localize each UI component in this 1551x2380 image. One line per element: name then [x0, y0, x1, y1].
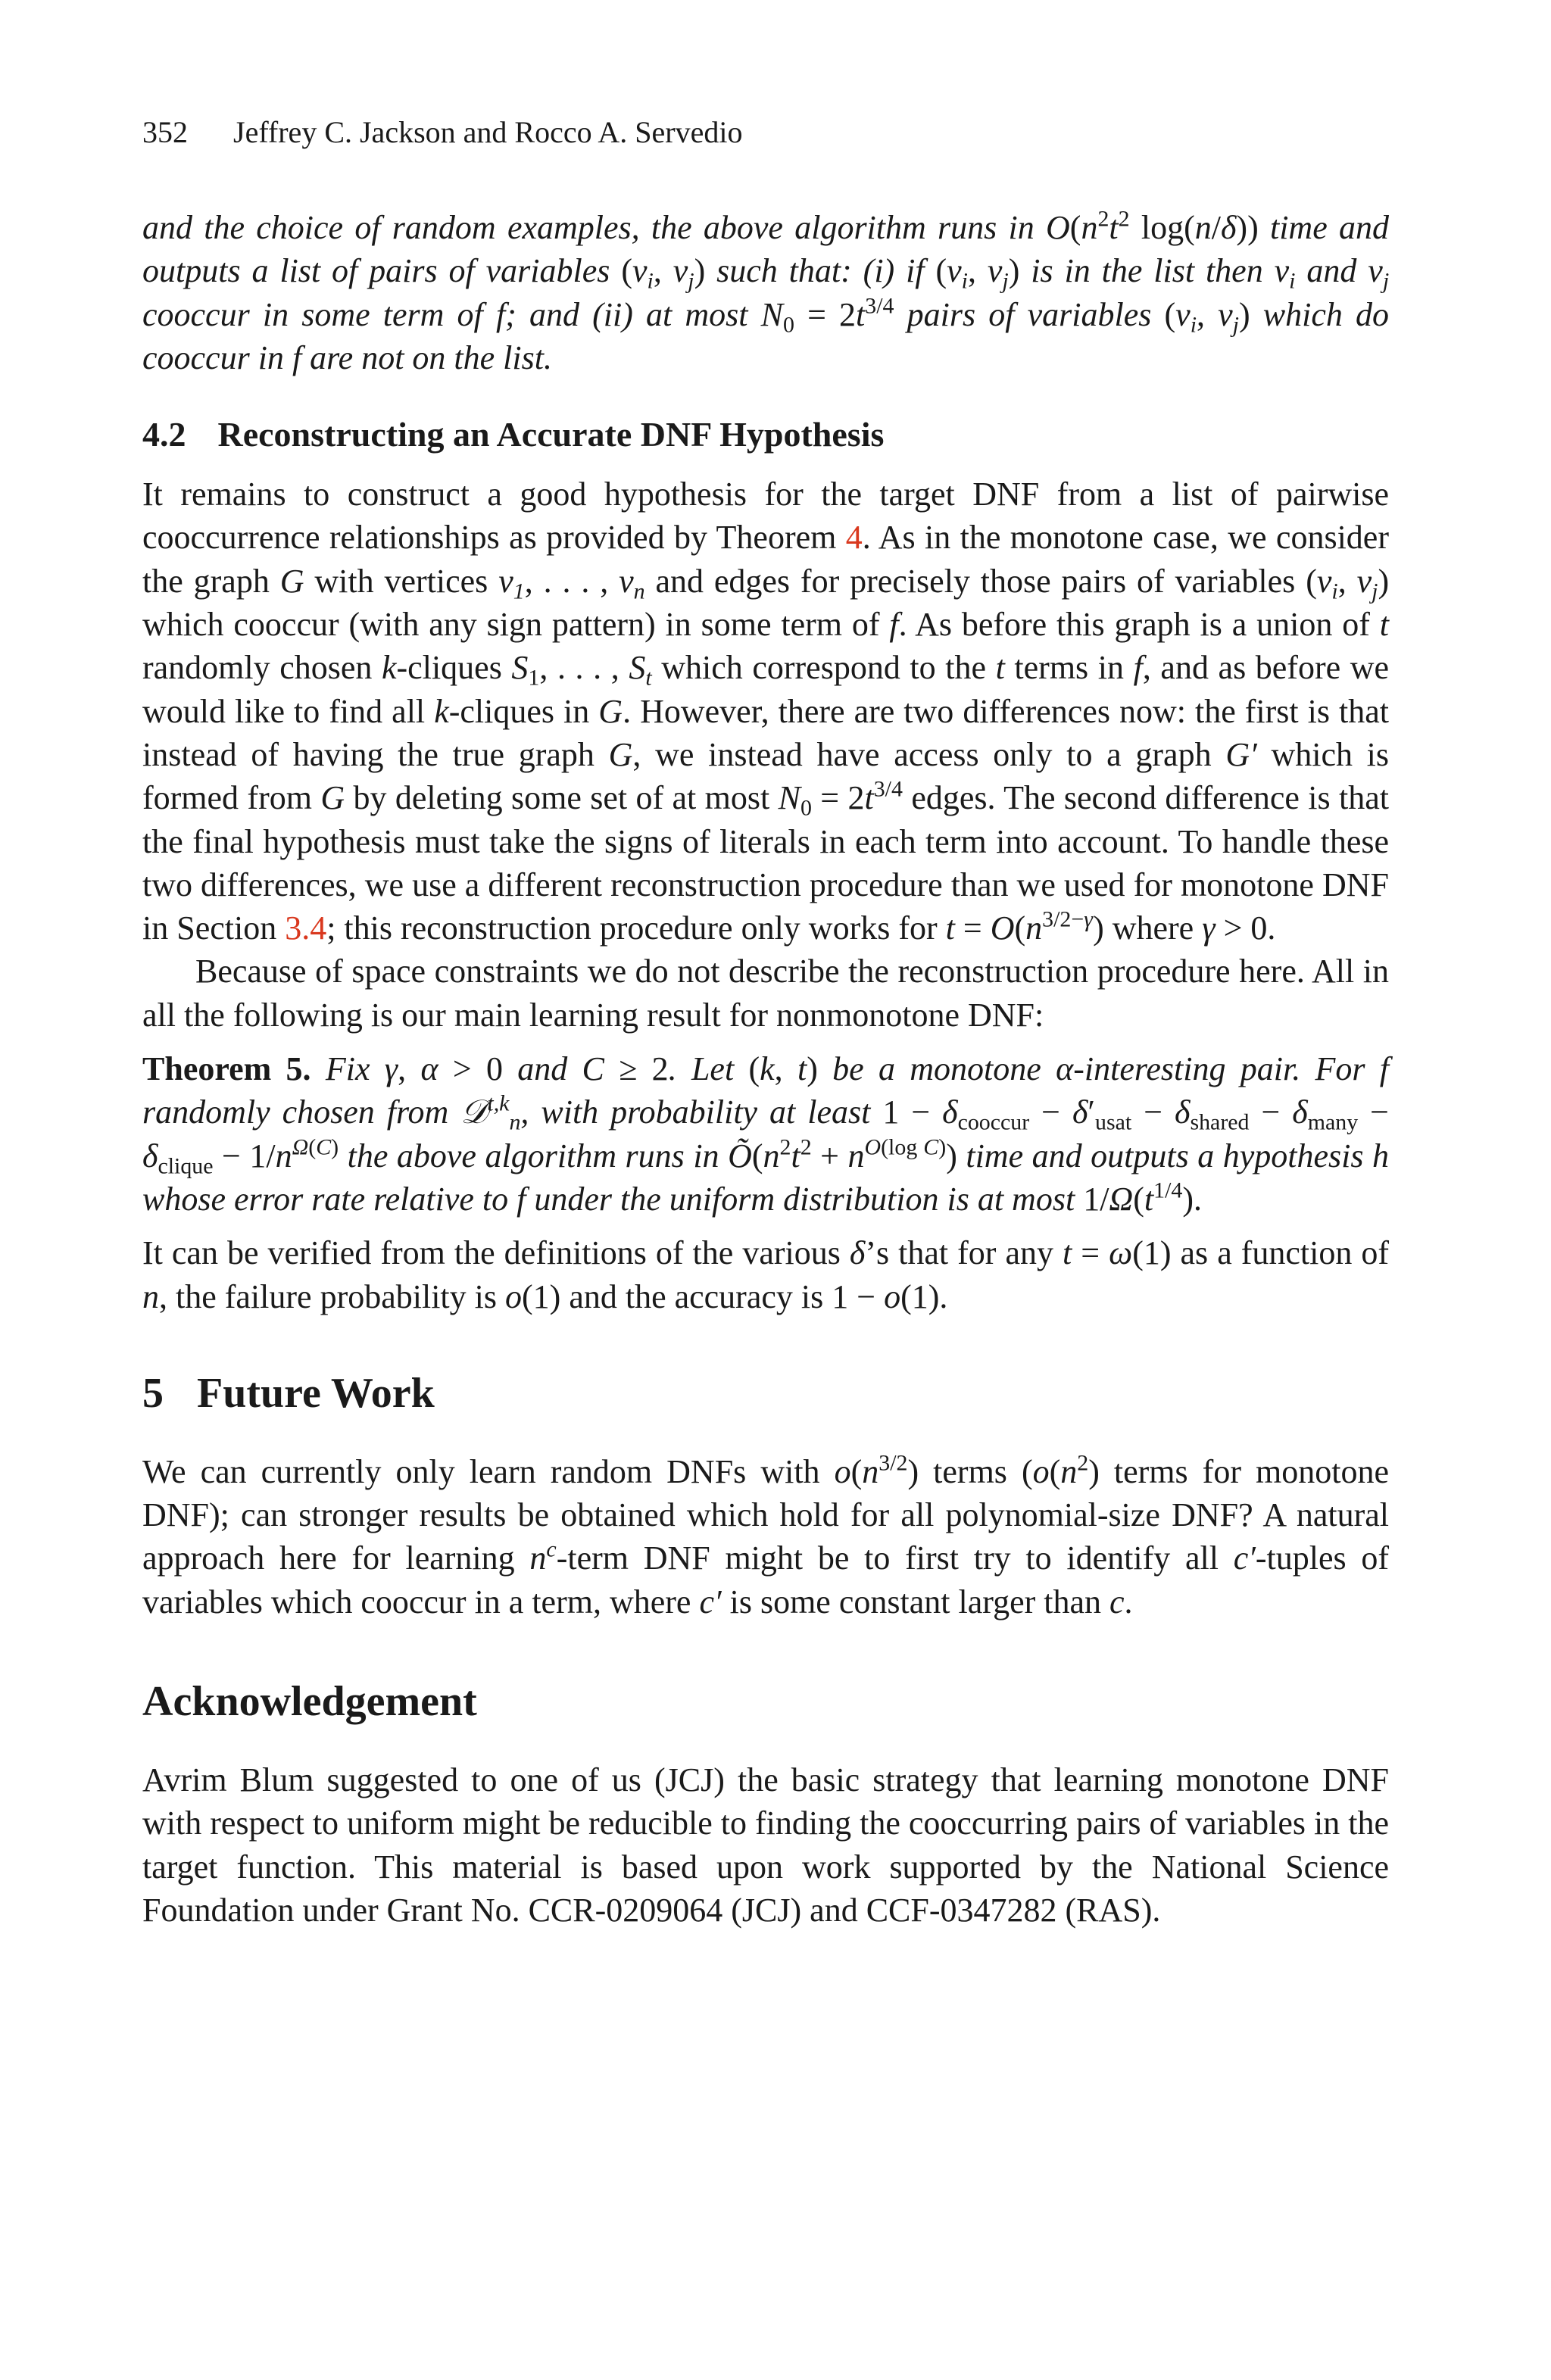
math-n0: $N_0 = 2t^{3/4}$	[760, 293, 894, 337]
running-header	[142, 114, 742, 151]
math-vj: $v_j$	[1368, 252, 1390, 294]
thm4-text-5: and	[1306, 252, 1357, 290]
thm4-text-9: which do cooccur in	[142, 295, 1390, 376]
thm4-text-2: time and outputs a list of pairs of variables	[142, 209, 1389, 290]
math-G: G	[598, 692, 623, 730]
text-run: . As in the monotone case, we consider the graph	[142, 519, 1389, 600]
section-heading-4-2	[142, 413, 1389, 456]
body-text	[142, 206, 1389, 1932]
math-probability: $1 - \delta_{cooccur} - \delta'_{usat} - \delta_{shared} - \delta_{many} - \delta_{clique} - 1/n^{\Omega(C)}$	[142, 1093, 1389, 1179]
math-k: k	[382, 649, 397, 687]
thm5-text: , with probability at least	[520, 1093, 871, 1131]
math-G: G	[320, 779, 345, 817]
section-number: 4.2	[142, 415, 186, 454]
math-o-n32: $o(n^{3/2})$	[834, 1450, 919, 1490]
math-cliques: $S_1$, . . . , $S_t$	[511, 649, 652, 691]
text-run: It can be verified from the definitions of the various	[142, 1234, 841, 1272]
text-run: as a function of	[1180, 1234, 1390, 1272]
paragraph-space-constraints: Because of space constraints we do not describe the reconstruction procedure here. All in all the following is our main learning result for nonmonotone DNF:	[142, 953, 1389, 1034]
text-run: . However, there are two differences now: the first is that instead of having the true graph	[142, 692, 1390, 773]
math-f: f	[516, 1180, 526, 1218]
math-distribution: 𝒟$^{t,k}_n$	[460, 1090, 521, 1135]
thm5-text: time and outputs a hypothesis	[966, 1137, 1364, 1174]
math-c: c	[1109, 1583, 1125, 1620]
text-run: ; this reconstruction procedure only works for	[326, 909, 938, 947]
math-t: t	[1379, 606, 1390, 644]
text-run: terms for monotone DNF); can stronger results be obtained which hold for all polynomial-size DNF? A natural approach here for learning	[142, 1452, 1389, 1577]
math-c-prime: c′	[1233, 1539, 1256, 1577]
thm4-text-8: pairs of variables	[907, 295, 1152, 333]
paragraph-reconstruction	[142, 473, 1389, 950]
thm4-text-10: are not on the list.	[310, 338, 552, 376]
math-o-n2: $o(n^2)$	[1032, 1450, 1100, 1490]
paragraph-verification	[142, 1231, 1389, 1318]
thm4-text-6: cooccur in some term of	[142, 295, 483, 333]
thm5-text: be a monotone	[832, 1050, 1041, 1088]
math-n: n	[142, 1277, 159, 1315]
section-number: 5	[142, 1369, 164, 1417]
paragraph-future-work: We can currently only learn random DNFs with $o(n^{3/2})$ terms ($o(n^2)$ terms for monotone DNF); can stronger results be obtained which hold for all polynomial-size DNF? A natural approach here for learning $n^c$-term DNF might be to first try to identify all c′-tuples of variables which cooccur in a term, where c′ is some constant larger than c.	[142, 1450, 1390, 1620]
text-run: -term DNF might be to first try to identify all	[556, 1539, 1219, 1577]
math-pair: ($v_i$, $v_j$)	[1164, 295, 1250, 337]
thm5-text: Fix	[325, 1050, 370, 1088]
text-run: which correspond to the	[661, 649, 986, 687]
header-authors: Jeffrey C. Jackson and Rocco A. Servedio	[233, 115, 743, 149]
thm4-text-1: and the choice of random examples, the above algorithm runs in	[142, 209, 1035, 246]
math-G: G	[608, 735, 633, 773]
math-t: t	[995, 649, 1005, 687]
text-run: with vertices	[314, 562, 488, 600]
text-run: terms (	[933, 1452, 1033, 1490]
thm4-text-4: is in the list then	[1031, 252, 1263, 290]
math-f: f	[292, 338, 302, 376]
text-run: . As before this graph is a union of	[898, 606, 1370, 644]
math-kt: (k, t)	[748, 1050, 818, 1088]
theorem-4-continuation	[142, 206, 1389, 379]
text-run: -tuples of variables which cooccur in a term, where	[142, 1539, 1390, 1620]
math-k: k	[434, 692, 449, 730]
thm5-text: whose error rate relative to	[142, 1180, 509, 1218]
math-vertices: $v_1$, . . . , $v_n$	[498, 562, 645, 604]
thm5-text: and	[517, 1050, 568, 1088]
text-run: which cooccur (with any sign pattern) in some term of	[142, 606, 880, 644]
math-nc: $n^c$	[529, 1536, 557, 1577]
page-number: 352	[142, 115, 188, 149]
section-title: Future Work	[197, 1369, 435, 1417]
acknowledgement-heading: Acknowledgement	[142, 1678, 477, 1726]
acknowledgement-text: Avrim Blum suggested to one of us (JCJ) the basic strategy that learning monotone DNF with respect to uniform might be reducible to finding the cooccurring pairs of variables in the target function. This material is based upon work supported by the National Science Foundation under Grant No. CCR-0209064 (JCJ) and CCF-0347282 (RAS).	[142, 1761, 1389, 1929]
thm5-text: the above algorithm runs in	[347, 1137, 719, 1174]
thm4-text-3: such that: (i) if	[716, 252, 925, 290]
theorem-reference-link[interactable]: 4	[845, 519, 863, 557]
theorem-5	[142, 1047, 1389, 1221]
math-delta: δ	[849, 1234, 866, 1272]
math-t-bound: $t = O(n^{3/2-\gamma})$	[945, 906, 1104, 947]
text-run: ’s that for any	[865, 1234, 1053, 1272]
section-reference-link[interactable]: 3.4	[285, 909, 327, 947]
thm5-text: . Let	[668, 1050, 735, 1088]
math-vi: $v_i$	[1274, 252, 1296, 294]
text-run: randomly chosen	[142, 649, 373, 687]
text-run: It remains to construct a good hypothesis for the target DNF from a list of pairwise cooccurrence relationships as provided by Theorem	[142, 476, 1389, 557]
text-run: and the accuracy is	[569, 1277, 824, 1315]
math-alpha: α	[1056, 1050, 1074, 1088]
thm5-text: under the uniform distribution is at most	[534, 1180, 1075, 1218]
math-n0: $N_0 = 2t^{3/4}$	[778, 776, 903, 821]
theorem-label: Theorem 5.	[142, 1050, 311, 1088]
text-run: , the failure probability is	[159, 1277, 497, 1315]
math-pair: ($v_i$, $v_j$)	[621, 252, 706, 294]
math-c-prime: c′	[699, 1583, 722, 1620]
math-t-omega: t = ω(1)	[1063, 1234, 1172, 1272]
text-run: , we instead have access only to a graph	[632, 735, 1212, 773]
math-G-prime: G′	[1225, 735, 1257, 773]
text-run: edges. The second difference is that the final hypothesis must take the signs of literals in each term into account. To handle these two differences, we use a different reconstruction procedure than we used for monotone DNF in Section	[142, 779, 1389, 947]
section-title: Reconstructing an Accurate DNF Hypothesis	[217, 415, 885, 454]
math-f: f	[1379, 1050, 1390, 1088]
math-h: h	[1372, 1137, 1389, 1174]
thm5-text: -interesting pair. For	[1073, 1050, 1365, 1088]
thm5-text: randomly chosen from	[142, 1093, 449, 1131]
math-runtime: $O(n^2t^2$ log(n/δ))	[1046, 206, 1259, 246]
math-f: f	[889, 606, 899, 644]
text-run: We can currently only learn random DNFs with	[142, 1452, 820, 1490]
math-gamma-positive: γ > 0.	[1202, 909, 1276, 947]
math-o1: o(1)	[505, 1277, 561, 1315]
math-runtime-thm5: $Õ(n^2t^2 + n^{O(log C)})$	[728, 1134, 957, 1174]
math-error-rate: $1/\Omega(t^{1/4})$.	[1083, 1178, 1203, 1218]
text-run: -cliques in	[448, 692, 590, 730]
math-f: f	[495, 295, 506, 333]
math-f: f	[1133, 649, 1143, 687]
text-run: and edges for precisely those pairs of variables	[655, 562, 1296, 600]
text-run: by deleting some set of at most	[353, 779, 770, 817]
math-params: γ, α > 0	[384, 1050, 503, 1088]
math-C: C ≥ 2	[582, 1050, 669, 1088]
thm4-text-7: ; and (ii) at most	[505, 295, 748, 333]
text-run: which is formed from	[142, 735, 1390, 817]
math-G: G	[279, 562, 304, 600]
section-heading-5	[142, 1367, 1389, 1420]
math-pair: ($v_i$, $v_j$)	[935, 252, 1020, 294]
text-run: terms in	[1014, 649, 1124, 687]
math-accuracy: 1 − o(1).	[832, 1277, 948, 1315]
text-run: -cliques	[396, 649, 502, 687]
text-run: where	[1112, 909, 1194, 947]
text-run: is some constant larger than	[729, 1583, 1102, 1620]
math-pair: ($v_i$, $v_j$)	[1306, 562, 1390, 604]
text-run: , and as before we would like to find all	[142, 649, 1390, 730]
